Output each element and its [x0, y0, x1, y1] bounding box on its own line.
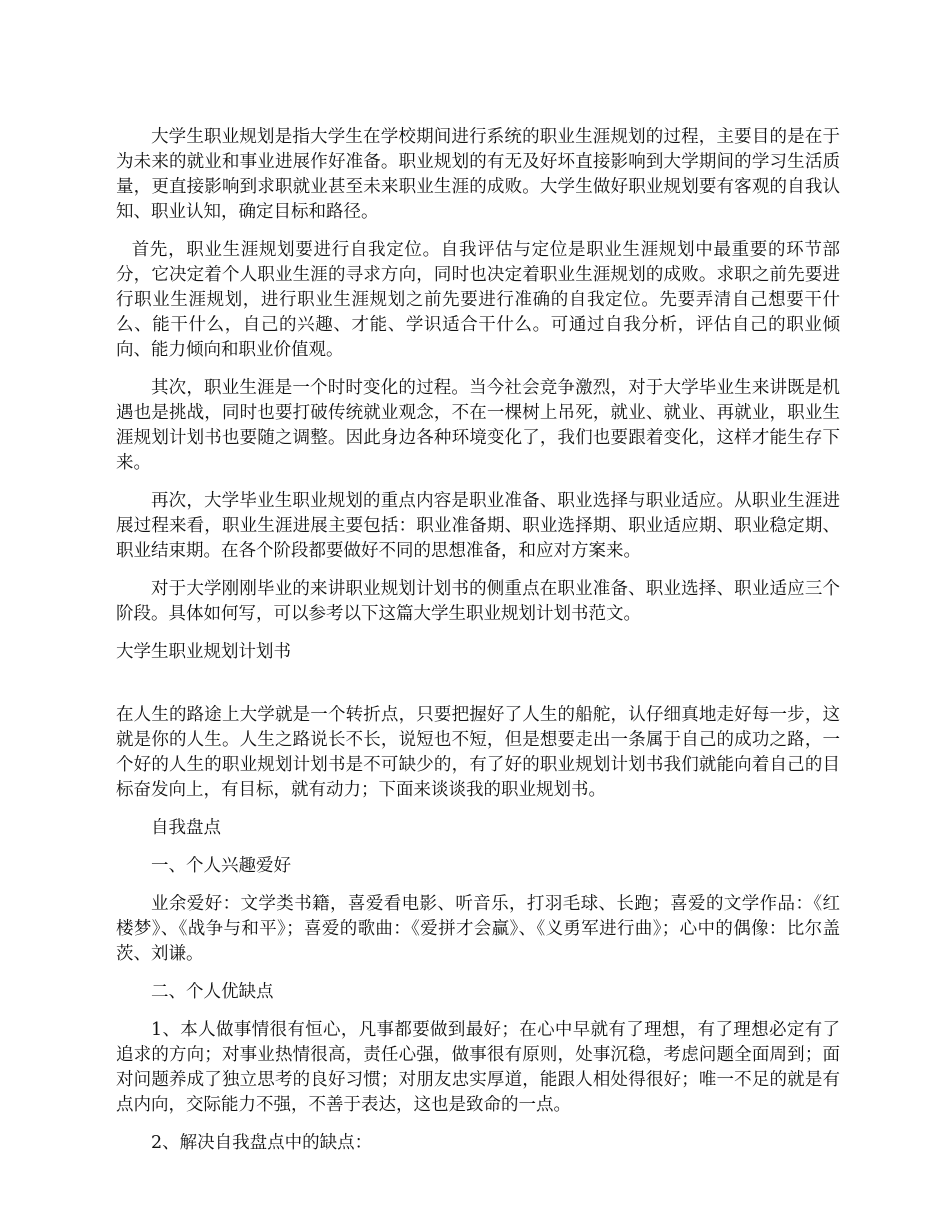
paragraph-solve-weaknesses: 2、解决自我盘点中的缺点：	[151, 1133, 373, 1153]
heading-strengths-weaknesses: 二、个人优缺点	[151, 982, 274, 1002]
heading-interests: 一、个人兴趣爱好	[151, 856, 291, 876]
paragraph-career-stages: 再次，大学毕业生职业规划的重点内容是职业准备、职业选择与职业适应。从职业生涯进展过程来看，职业生涯进展主要包括：职业准备期、职业选择期、职业适应期、职业稳定期、职业结束期。在各个阶段都要做好不同的思想准备，和应对方案来。	[116, 491, 840, 561]
paragraph-self-positioning: 首先，职业生涯规划要进行自我定位。自我评估与定位是职业生涯规划中最重要的环节部分，它决定着个人职业生涯的寻求方向，同时也决定着职业生涯规划的成败。求职之前先要进行职业生涯规划，进行职业生涯规划之前先要进行准确的自我定位。先要弄清自己想要干什么、能干什么，自己的兴趣、才能、学识适合干什么。可通过自我分析，评估自己的职业倾向、能力倾向和职业价值观。	[116, 240, 840, 360]
paragraph-intro: 大学生职业规划是指大学生在学校期间进行系统的职业生涯规划的过程，主要目的是在于为未来的就业和事业进展作好准备。职业规划的有无及好坏直接影响到大学期间的学习生活质量，更直接影响到求职就业甚至未来职业生涯的成败。大学生做好职业规划要有客观的自我认知、职业认知，确定目标和路径。	[116, 127, 840, 222]
document-body	[116, 125, 840, 1169]
paragraph-life-path: 在人生的路途上大学就是一个转折点，只要把握好了人生的船舵，认仔细真地走好每一步，这就是你的人生。人生之路说长不长，说短也不短，但是想要走出一条属于自己的成功之路，一个好的人生的职业规划计划书是不可缺少的，有了好的职业规划计划书我们就能向着自己的目标奋发向上，有目标，就有动力；下面来谈谈我的职业规划书。	[116, 705, 840, 800]
paragraph-hobbies: 业余爱好：文学类书籍，喜爱看电影、听音乐，打羽毛球、长跑；喜爱的文学作品：《红楼梦》、《战争与和平》；喜爱的歌曲：《爱拼才会赢》、《义勇军进行曲》；心中的偶像：比尔盖茨、刘谦。	[116, 894, 840, 964]
paragraph-strengths: 1、本人做事情很有恒心，凡事都要做到最好；在心中早就有了理想，有了理想必定有了追求的方向；对事业热情很高，责任心强，做事很有原则，处事沉稳，考虑问题全面周到；面对问题养成了独立思考的良好习惯；对朋友忠实厚道，能跟人相处得很好；唯一不足的就是有点内向，交际能力不强，不善于表达，这也是致命的一点。	[116, 1020, 840, 1115]
heading-self-inventory: 自我盘点	[151, 818, 221, 838]
section-title: 大学生职业规划计划书	[116, 642, 291, 662]
paragraph-career-change: 其次，职业生涯是一个时时变化的过程。当今社会竞争激烈，对于大学毕业生来讲既是机遇也是挑战，同时也要打破传统就业观念，不在一棵树上吊死，就业、就业、再就业，职业生涯规划计划书也要随之调整。因此身边各种环境变化了，我们也要跟着变化，这样才能生存下来。	[116, 378, 840, 473]
paragraph-graduate-focus: 对于大学刚刚毕业的来讲职业规划计划书的侧重点在职业准备、职业选择、职业适应三个阶段。具体如何写，可以参考以下这篇大学生职业规划计划书范文。	[116, 579, 840, 624]
